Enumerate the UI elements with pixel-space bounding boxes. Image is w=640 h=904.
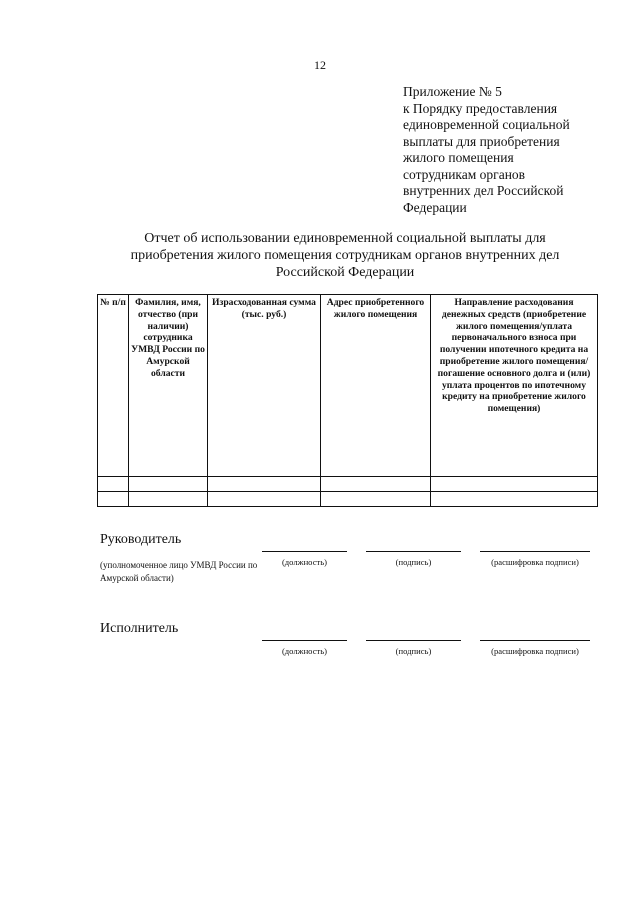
table-cell[interactable] bbox=[98, 492, 129, 507]
title-line: приобретения жилого помещения сотрудникам органов внутренних дел bbox=[130, 248, 560, 263]
table-cell[interactable] bbox=[321, 477, 431, 492]
report-title bbox=[100, 230, 590, 281]
head-signature-line[interactable] bbox=[366, 551, 461, 552]
executor-position-caption: (должность) bbox=[281, 646, 328, 656]
table-header-row bbox=[98, 295, 598, 477]
executor-signature-caption: (подпись) bbox=[395, 646, 432, 656]
table-cell[interactable] bbox=[431, 477, 598, 492]
appendix-line: сотрудникам органов bbox=[403, 166, 526, 182]
column-header-address: Адрес приобретенного жилого помещения bbox=[321, 295, 431, 477]
executor-name-line[interactable] bbox=[480, 640, 590, 641]
table-cell[interactable] bbox=[208, 492, 321, 507]
column-header-number: № п/п bbox=[98, 295, 129, 477]
head-name-caption: (расшифровка подписи) bbox=[491, 557, 579, 567]
table-cell[interactable] bbox=[208, 477, 321, 492]
appendix-header bbox=[403, 84, 613, 216]
head-signature-caption: (подпись) bbox=[395, 557, 432, 567]
appendix-line: жилого помещения bbox=[403, 150, 514, 165]
appendix-line: Федерации bbox=[403, 199, 467, 215]
table-cell[interactable] bbox=[129, 492, 208, 507]
column-header-purpose: Направление расходования денежных средств (приобретение жилого помещения/уплата первоначального взноса при получении ипотечного кредита на приобретение жилого помещения/погашение основного долга и (или) уплата процентов по ипотечному кредиту на приобретение жилого помещения) bbox=[431, 295, 598, 477]
head-note: (уполномоченное лицо УМВД России по Амурской области) bbox=[100, 560, 258, 583]
table-cell[interactable] bbox=[98, 477, 129, 492]
appendix-line: внутренних дел Российской bbox=[403, 183, 564, 198]
title-line: Отчет об использовании единовременной социальной выплаты для bbox=[144, 231, 546, 246]
table-cell[interactable] bbox=[129, 477, 208, 492]
appendix-line: Приложение № 5 bbox=[403, 84, 502, 99]
executor-name-caption: (расшифровка подписи) bbox=[491, 646, 579, 656]
title-line: Российской Федерации bbox=[275, 265, 415, 280]
table-row bbox=[98, 477, 598, 492]
table-cell[interactable] bbox=[321, 492, 431, 507]
appendix-line: выплаты для приобретения bbox=[403, 133, 560, 149]
table-row bbox=[98, 492, 598, 507]
appendix-line: к Порядку предоставления bbox=[403, 100, 558, 116]
page-number: 12 bbox=[314, 58, 326, 72]
table-cell[interactable] bbox=[431, 492, 598, 507]
column-header-amount: Израсходованная сумма (тыс. руб.) bbox=[208, 295, 321, 477]
head-position-line[interactable] bbox=[262, 551, 347, 552]
appendix-line: единовременной социальной bbox=[403, 117, 570, 132]
head-name-line[interactable] bbox=[480, 551, 590, 552]
executor-signature-line[interactable] bbox=[366, 640, 461, 641]
head-position-caption: (должность) bbox=[281, 557, 328, 567]
executor-position-line[interactable] bbox=[262, 640, 347, 641]
report-table bbox=[97, 294, 598, 507]
column-header-full-name: Фамилия, имя, отчество (при наличии) сотрудника УМВД России по Амурской области bbox=[129, 295, 208, 477]
executor-label: Исполнитель bbox=[100, 621, 179, 636]
head-label: Руководитель bbox=[100, 532, 182, 547]
